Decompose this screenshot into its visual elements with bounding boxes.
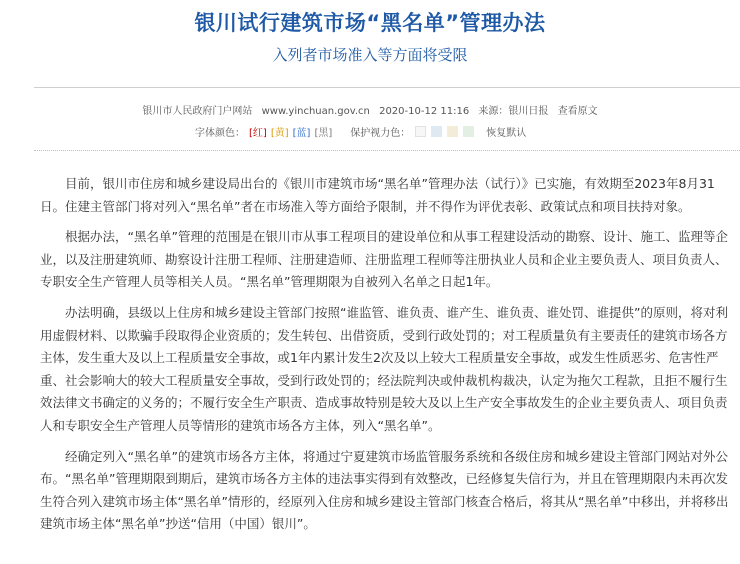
bg-swatch-blue[interactable] bbox=[431, 126, 442, 137]
view-original-link[interactable]: 查看原文 bbox=[557, 106, 598, 117]
article-subtitle: 入列者市场准入等方面将受限 bbox=[272, 46, 468, 64]
meta-divider bbox=[34, 150, 740, 151]
body-paragraph: 根据办法，“黑名单”管理的范围是在银川市从事工程项目的建设单位和从事工程建设活动的勘察、设计、施工、监理等企业，以及注册建筑师、勘察设计注册工程师、注册建造师、注册监理工程师等注册执业人员和企业主要负责人、项目负责人、专职安全生产管理人员等相关人员。“黑名单”管理期限为自被列入名单之日起1年。 bbox=[40, 229, 728, 290]
body-paragraph: 目前，银川市住房和城乡建设局出台的《银川市建筑市场“黑名单”管理办法（试行）》已实施，有效期至2023年8月31日。住建主管部门将对列入“黑名单”者在市场准入等方面给予限制，并不得作为评优表彰、政策试点和项目扶持对象。 bbox=[40, 176, 715, 214]
body-paragraph: 经确定列入“黑名单”的建筑市场各方主体，将通过宁夏建筑市场监管服务系统和各级住房和城乡建设主管部门网站对外公布。“黑名单”管理期限到期后，建筑市场各方主体的违法事实得到有效整改，已经修复失信行为，并且在管理期限内未再次发生符合列入建筑市场主体“黑名单”情形的，经原列入住房和城乡建设主管部门核查合格后，将其从“黑名单”中移出，并将移出建筑市场主体“黑名单”抄送“信用（中国）银川”。 bbox=[40, 448, 729, 532]
title-divider bbox=[34, 87, 740, 88]
font-color-blue[interactable]: [蓝] bbox=[292, 128, 311, 139]
reading-tools bbox=[195, 124, 526, 139]
bg-swatch-beige[interactable] bbox=[447, 126, 458, 137]
source-site: 银川市人民政府门户网站 bbox=[142, 106, 253, 117]
font-color-black[interactable]: [黑] bbox=[314, 128, 333, 139]
article-title: 银川试行建筑市场“黑名单”管理办法 bbox=[194, 11, 546, 35]
bg-swatch-green[interactable] bbox=[463, 126, 474, 137]
font-color-label: 字体颜色： bbox=[195, 128, 245, 139]
site-url-link[interactable]: www.yinchuan.gov.cn bbox=[261, 106, 370, 117]
eye-protection-label: 保护视力色： bbox=[350, 128, 411, 139]
body-paragraph: 办法明确，县级以上住房和城乡建设主管部门按照“谁监管、谁负责、谁产生、谁负责、谁处罚、谁提供”的原则，将对利用虚假材料、以欺骗手段取得企业资质的；发生转包、出借资质，受到行政处罚的；对工程质量负有主要责任的建筑市场各方主体，发生重大及以上工程质量安全事故，或1年内累计发生2次及以上较大工程质量安全事故，或发生性质恶劣、危害性严重、社会影响大的较大工程质量安全事故，受到行政处罚的；经法院判决或仲裁机构裁决，认定为拖欠工程款，且拒不履行生效法律文书确定的义务的；不履行安全生产职责、造成事故特别是较大及以上生产安全事故发生的企业主要负责人、项目负责人和专职安全生产管理人员等情形的建筑市场各方主体，列入“黑名单”。 bbox=[40, 304, 728, 433]
article-body bbox=[40, 173, 738, 544]
font-color-red[interactable]: [红] bbox=[249, 128, 267, 139]
bg-swatch-white[interactable] bbox=[415, 126, 426, 137]
article-meta bbox=[0, 102, 740, 117]
font-color-yellow[interactable]: [黄] bbox=[270, 128, 289, 139]
reset-default-button[interactable]: 恢复默认 bbox=[486, 128, 527, 139]
publish-datetime: 2020-10-12 11:16 bbox=[379, 106, 470, 117]
article-source: 来源：银川日报 bbox=[478, 106, 549, 117]
